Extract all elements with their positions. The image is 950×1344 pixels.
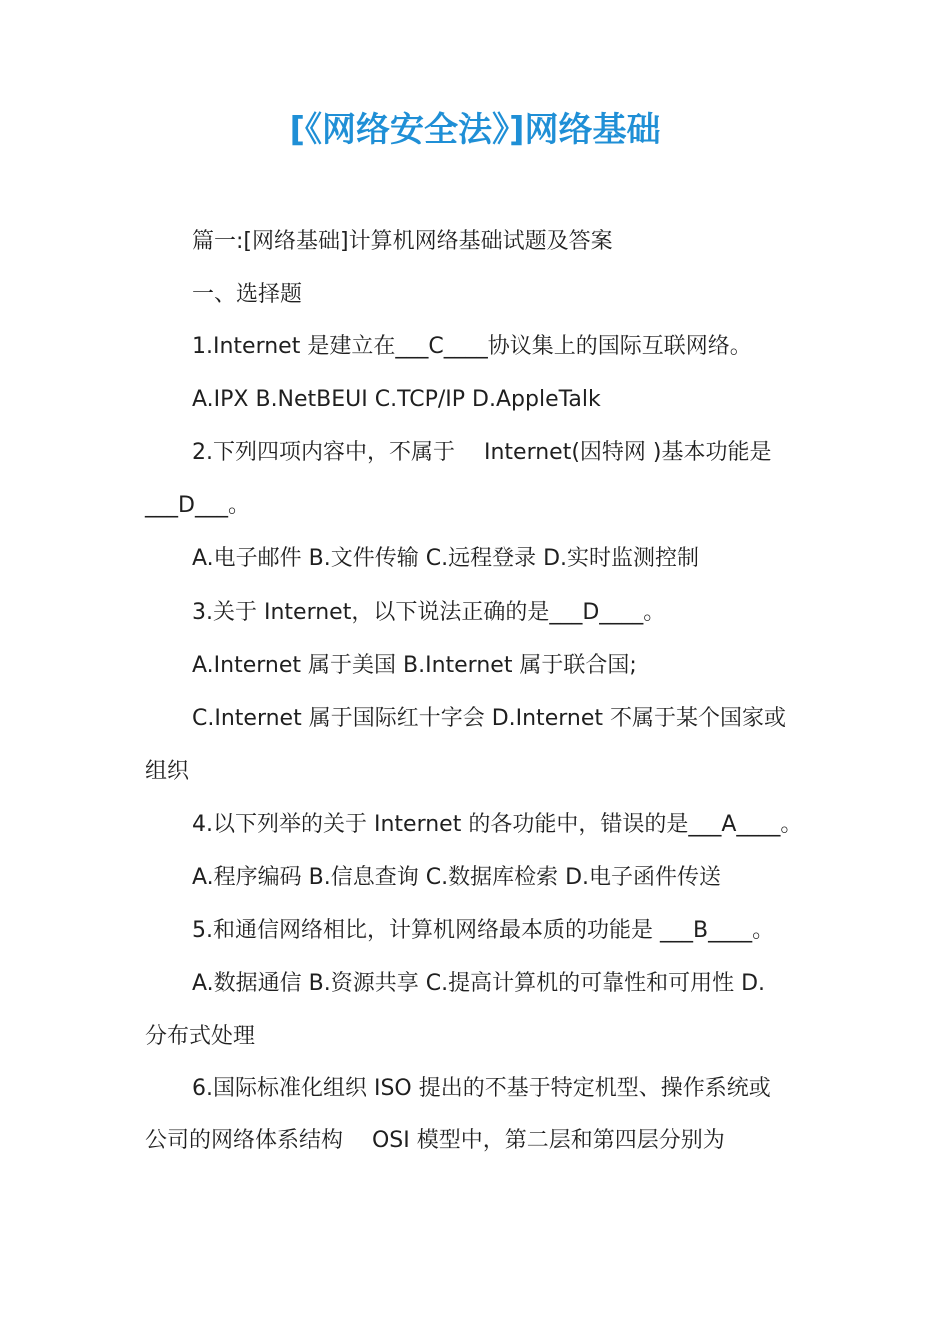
options-1: A.IPX B.NetBEUI C.TCP/IP D.AppleTalk <box>192 387 601 412</box>
options-5: A.数据通信 B.资源共享 C.提高计算机的可靠性和可用性 D. <box>192 971 766 996</box>
question-2-cont: ___D___。 <box>145 493 250 518</box>
question-5: 5.和通信网络相比，计算机网络最本质的功能是 ___B____。 <box>192 918 775 943</box>
options-2: A.电子邮件 B.文件传输 C.远程登录 D.实时监测控制 <box>192 546 700 571</box>
part-heading: 一、选择题 <box>192 282 303 307</box>
question-3: 3.关于 Internet，以下说法正确的是___D____。 <box>192 600 666 625</box>
question-6: 6.国际标准化组织 ISO 提出的不基于特定机型、操作系统或 <box>192 1076 771 1101</box>
options-5-cont: 分布式处理 <box>145 1024 256 1049</box>
options-3-line2: C.Internet 属于国际红十字会 D.Internet 不属于某个国家或 <box>192 706 786 731</box>
question-2: 2.下列四项内容中，不属于 Internet(因特网 )基本功能是 <box>192 440 772 465</box>
document-title: [《网络安全法》]网络基础 <box>289 110 661 150</box>
section-heading: 篇一:[网络基础]计算机网络基础试题及答案 <box>192 229 613 254</box>
options-3-cont: 组织 <box>145 759 190 784</box>
question-1: 1.Internet 是建立在___C____协议集上的国际互联网络。 <box>192 334 752 359</box>
question-4: 4.以下列举的关于 Internet 的各功能中，错误的是___A____。 <box>192 812 803 837</box>
question-6-cont: 公司的网络体系结构 OSI 模型中，第二层和第四层分别为 <box>145 1128 725 1153</box>
options-4: A.程序编码 B.信息查询 C.数据库检索 D.电子函件传送 <box>192 865 722 890</box>
options-3-line1: A.Internet 属于美国 B.Internet 属于联合国; <box>192 653 637 678</box>
